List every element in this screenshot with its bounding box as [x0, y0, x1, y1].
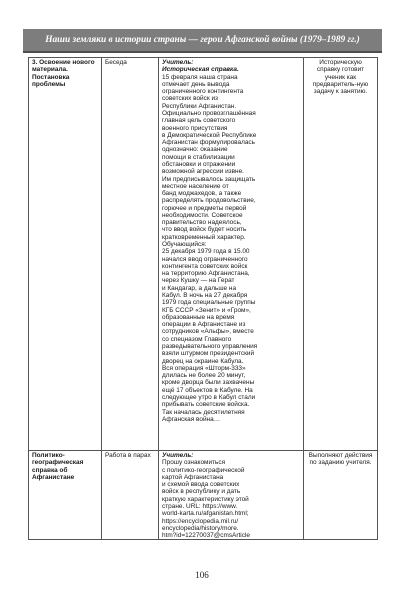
- text-line: необходимости. Советское: [162, 211, 243, 219]
- text-line: контингента советских войск: [162, 262, 248, 270]
- text-line: Прошу ознакомиться: [162, 459, 226, 467]
- text-line: кроме дворца были захвачены: [162, 379, 255, 387]
- text-line: кратковременный характер.: [162, 233, 246, 241]
- chapter-header-band: [23, 29, 382, 53]
- text-line: Так началась десятилетняя: [162, 408, 245, 416]
- text-line: со спецназом Главного: [162, 335, 232, 343]
- text-line: дворец на окраине Кабула.: [162, 357, 244, 365]
- teacher-activity-cell: [159, 451, 304, 540]
- result-cell: Историческую справку готовит ученик как предваритель-ную задачу к занятию.: [304, 58, 378, 451]
- text-line: правительство надеялось,: [162, 219, 242, 227]
- text-line: Афганистан формулировалась: [162, 139, 256, 147]
- teacher-role-label: Учитель:: [162, 59, 194, 66]
- text-line: Обучающийся:: [162, 241, 207, 249]
- text-line: картой Афганистана: [162, 473, 224, 481]
- text-line: однозначно: оказание: [162, 146, 228, 154]
- form-cell: Работа в парах: [102, 451, 159, 540]
- text-line: ограниченного контингента: [162, 88, 244, 96]
- teacher-text-block: [162, 459, 300, 539]
- text-line: взяли штурмом президентский: [162, 350, 255, 358]
- table-row: [29, 451, 378, 540]
- text-line: 1979 года специальные группы: [162, 299, 256, 307]
- text-line: горючее и предметы первой: [162, 204, 247, 212]
- text-line: 25 декабря 1979 года в 15.00: [162, 248, 250, 256]
- text-line: в Демократической Республике: [162, 131, 257, 139]
- text-line: образованные на время: [162, 313, 235, 321]
- text-line: начался ввод ограниченного: [162, 255, 248, 263]
- text-line: htm?id=12270037@cmsArticle: [162, 532, 250, 540]
- text-line: и Кандагар, а дальше на: [162, 284, 237, 292]
- text-line: Официально провозглашённая: [162, 109, 256, 117]
- text-line: на территорию Афганистана,: [162, 270, 250, 278]
- text-line: ещё 17 объектов в Кабуле. На: [162, 386, 253, 394]
- teacher-activity-cell: [159, 58, 304, 451]
- text-line: главная цель советского: [162, 117, 236, 125]
- text-line: Республики Афганистан.: [162, 102, 237, 110]
- text-line: помощи в стабилизации: [162, 153, 235, 161]
- text-line: советских войск из: [162, 95, 218, 103]
- teacher-text-block: [162, 74, 300, 424]
- text-line: распределять продовольствие,: [162, 197, 256, 205]
- teacher-role-label: Учитель:: [162, 452, 194, 459]
- text-line: войск в республику и дать: [162, 488, 241, 496]
- teacher-subtitle: Историческая справка.: [162, 66, 239, 74]
- result-cell: Выполняют действия по заданию учителя.: [304, 451, 378, 540]
- text-line: местное население от: [162, 182, 229, 190]
- text-line: 15 февраля наша страна: [162, 73, 238, 81]
- text-line: банд моджахедов, а также: [162, 190, 242, 198]
- text-line: Им предписывалось защищать: [162, 175, 256, 183]
- text-line: краткую характеристику этой: [162, 495, 249, 503]
- text-line: Кабул. В ночь на 27 декабря: [162, 292, 248, 299]
- text-line: следующее утро в Кабул стали: [162, 393, 256, 401]
- text-line: и схемой ввода советских: [162, 481, 240, 489]
- form-cell: Беседа: [102, 58, 159, 451]
- text-line: разведывательного управления: [162, 342, 258, 350]
- table-row: [29, 58, 378, 451]
- text-line: через Кушку — на Герат: [162, 277, 235, 285]
- text-line: КГБ СССР «Зенит» и «Гром»,: [162, 306, 251, 314]
- text-line: военного присутствия: [162, 124, 228, 132]
- text-line: возможной агрессии извне.: [162, 168, 244, 176]
- page-number: 106: [195, 570, 209, 580]
- lesson-plan-table: [28, 57, 378, 540]
- text-line: прибывать советские войска.: [162, 401, 250, 409]
- text-line: world-karta.ru/afganistan.html;: [162, 510, 249, 518]
- text-line: отмечает день вывода: [162, 80, 230, 88]
- chapter-title: Наши земляки в истории страны — герои Афганской войны (1979–1989 гг.): [45, 35, 360, 45]
- text-line: что ввод войск будет носить: [162, 226, 247, 234]
- text-line: длилась не более 20 минут,: [162, 372, 246, 380]
- text-line: encyclopedia/history/more.: [162, 524, 239, 532]
- text-line: Афганская война…: [162, 415, 221, 423]
- stage-cell: 3. Освоение нового материала. Постановка проблемы: [29, 58, 102, 451]
- text-line: обстановки и отражении: [162, 160, 236, 168]
- text-line: https://encyclopedia.mil.ru/: [162, 517, 239, 525]
- stage-cell: Политико-географическая справка об Афганистане: [29, 451, 102, 540]
- text-line: с политико-географической: [162, 466, 245, 474]
- text-line: операции в Афганистане из: [162, 321, 246, 329]
- text-line: сотрудников «Альфы», вместе: [162, 328, 254, 336]
- text-line: Вся операция «Шторм-333»: [162, 364, 246, 372]
- text-line: стране. URL: https://www.: [162, 502, 238, 510]
